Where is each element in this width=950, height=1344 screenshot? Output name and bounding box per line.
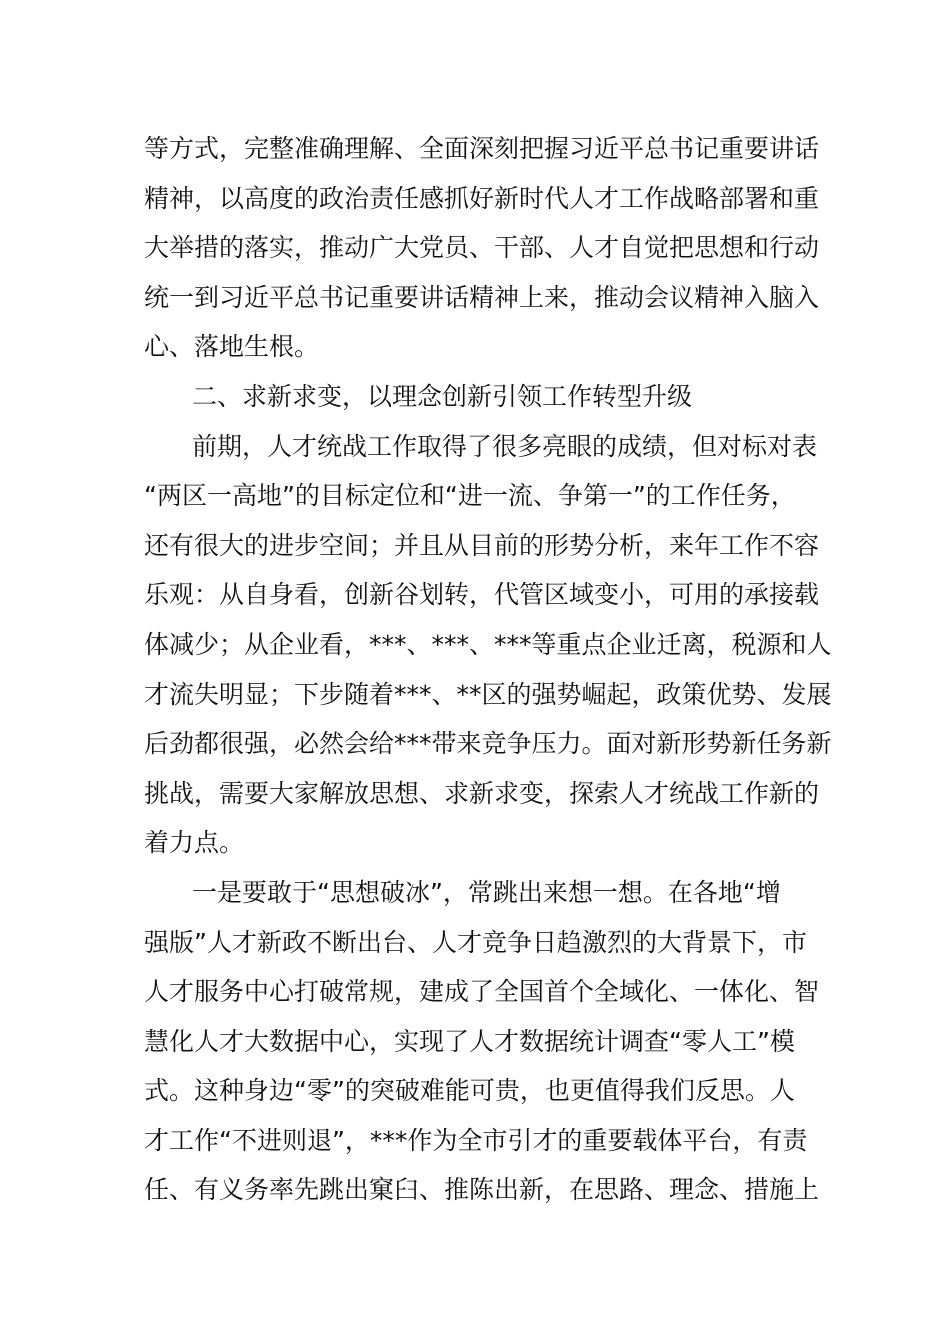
text-line: 强版”人才新政不断出台、人才竞争日趋激烈的大背景下，市 xyxy=(144,927,807,957)
text-line: 着力点。 xyxy=(144,828,245,858)
text-line: 才工作“不进则退”，***作为全市引才的重要载体平台，有责 xyxy=(144,1125,808,1155)
text-line: 大举措的落实，推动广大党员、干部、人才自觉把思想和行动 xyxy=(144,233,820,263)
text-line: 乐观：从自身看，创新谷划转，代管区域变小，可用的承接载 xyxy=(144,580,820,610)
text-line: 式。这种身边“零”的突破难能可贵，也更值得我们反思。人 xyxy=(144,1076,795,1106)
text-line: “两区一高地”的目标定位和“进一流、争第一”的工作任务， xyxy=(144,481,796,511)
text-line: 前期，人才统战工作取得了很多亮眼的成绩，但对标对表 xyxy=(192,431,818,461)
text-line: 等方式，完整准确理解、全面深刻把握习近平总书记重要讲话 xyxy=(144,134,820,163)
text-line: 才流失明显；下步随着***、**区的强势崛起，政策优势、发展 xyxy=(144,679,832,709)
text-line: 一是要敢于“思想破冰”，常跳出来想一想。在各地“增 xyxy=(192,877,781,907)
text-line: 挑战，需要大家解放思想、求新求变，探索人才统战工作新的 xyxy=(144,778,820,808)
text-line: 慧化人才大数据中心，实现了人才数据统计调查“零人工”模 xyxy=(144,1026,795,1056)
text-line: 人才服务中心打破常规，建成了全国首个全域化、一体化、智 xyxy=(144,977,820,1007)
text-line: 体减少；从企业看，***、***、***等重点企业迁离，税源和人 xyxy=(144,629,832,659)
document-body xyxy=(144,124,832,1215)
text-line: 统一到习近平总书记重要讲话精神上来，推动会议精神入脑入 xyxy=(144,282,820,312)
text-line: 心、落地生根。 xyxy=(144,332,320,362)
text-line: 后劲都很强，必然会给***带来竞争压力。面对新形势新任务新 xyxy=(144,729,832,759)
section-heading: 二、求新求变，以理念创新引领工作转型升级 xyxy=(192,381,693,411)
text-line: 精神，以高度的政治责任感抓好新时代人才工作战略部署和重 xyxy=(144,183,820,213)
text-line: 任、有义务率先跳出窠臼、推陈出新，在思路、理念、措施上 xyxy=(144,1175,820,1205)
text-line: 还有很大的进步空间；并且从目前的形势分析，来年工作不容 xyxy=(144,530,820,560)
